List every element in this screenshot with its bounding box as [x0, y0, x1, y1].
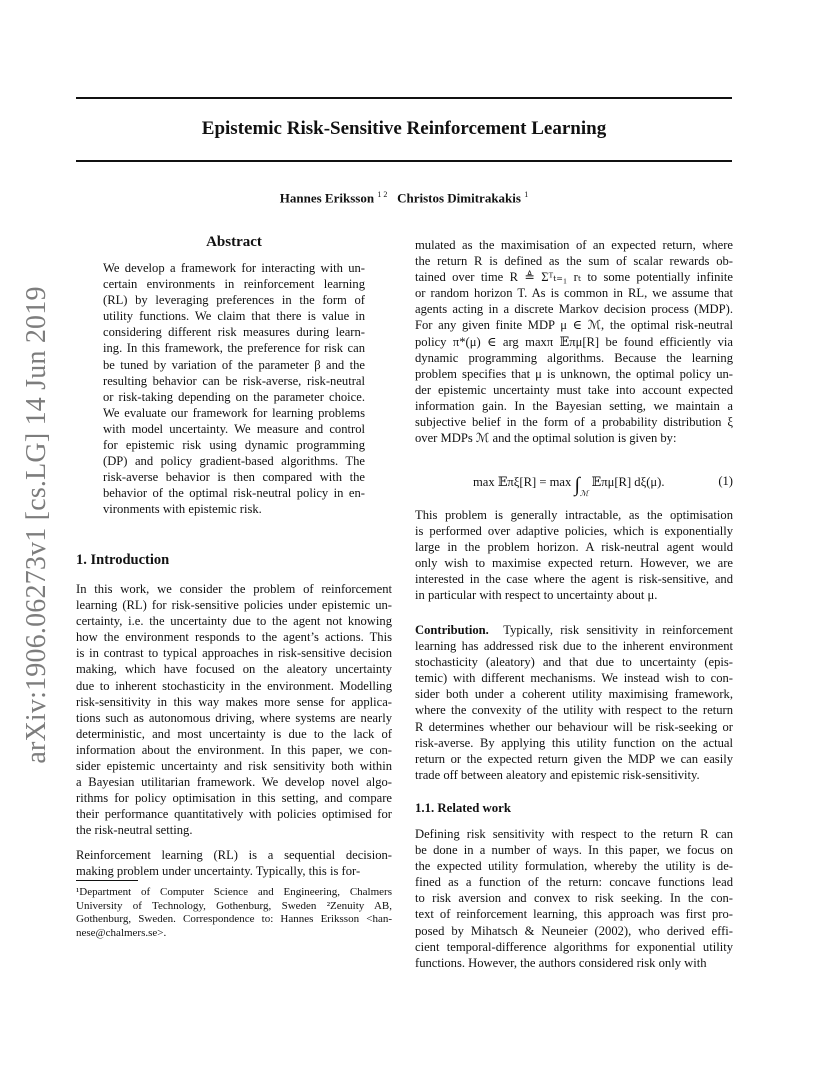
text-line: return or the expected return given the MDP we can easily	[415, 751, 733, 766]
intro-paragraph-1	[76, 581, 392, 839]
text-line: For any given finite MDP μ ∈ ℳ, the optimal risk-neutral	[415, 318, 733, 333]
text-line: We evaluate our framework for learning problems	[103, 405, 365, 420]
text-line: sider epistemic uncertainty and risk sensitivity both within	[76, 759, 392, 774]
right-paragraph-1	[415, 237, 733, 446]
text-line: making, which have focused on the aleatory uncertainty	[76, 662, 392, 677]
text-line: where the convexity of the utility with respect to the return	[415, 703, 733, 718]
equation-rhs: 𝔼πμ[R] dξ(μ).	[591, 475, 665, 489]
text-line: tained over time R ≜ Σᵀₜ₌₁ rₜ to some potentially infinite	[415, 270, 733, 285]
text-line: how the environment responds to the agent’s actions. This	[76, 630, 392, 645]
text-line: policy π*(μ) ∈ arg maxπ 𝔼πμ[R] be found efficiently via	[415, 334, 733, 349]
text-line: only wish to maximise expected return. However, we are	[415, 556, 733, 571]
text-line: tions such as autonomous driving, where systems are nearly	[76, 710, 392, 725]
text-line: subjective belief in the form of a probability distribution ξ	[415, 415, 733, 430]
text-line: vironments with epistemic risk.	[103, 502, 262, 517]
text-line: R determines whether our behaviour will be risk-seeking or	[415, 719, 733, 734]
author-list	[76, 190, 732, 206]
contribution-first-line: Contribution. Typically, risk sensitivity in reinforcement	[415, 623, 733, 637]
text-line: in particular with respect to uncertainty about μ.	[415, 588, 658, 603]
author-name: Hannes Eriksson	[279, 190, 375, 206]
text-line: the risk-neutral setting.	[76, 823, 193, 838]
text-line: large in the problem horizon. A risk-neutral agent would	[415, 540, 733, 555]
text-line: due to inherent stochasticity in the environment. Modelling	[76, 678, 392, 693]
text-line: functions. However, the authors considered risk only with	[415, 955, 707, 970]
text-line: trade off between aleatory and epistemic risk-sensitivity.	[415, 767, 700, 782]
right-paragraph-2	[415, 507, 733, 604]
text-line: the return R is defined as the sum of scalar rewards ob-	[415, 254, 733, 269]
text-line: certain environments in reinforcement learning	[103, 277, 365, 292]
text-line: their performance quantitatively with policies optimised for	[76, 807, 392, 822]
text-line: certainty, i.e. the uncertainty due to the agent not knowing	[76, 614, 392, 629]
text-line: risk-sensitivity in this way makes more sense for applica-	[76, 694, 392, 709]
text-line: ing. In this framework, the preference for risk can	[103, 341, 365, 356]
text-line: (DP) and policy gradient-based algorithms. The	[103, 454, 365, 469]
text-line: Defining risk sensitivity with respect to the return R can	[415, 827, 733, 841]
text-line: stochasticity (aleatory) and that due to uncertainty (epis-	[415, 655, 733, 670]
contribution-heading: Contribution.	[415, 623, 489, 637]
text-line: temic) with different mechanisms. We instead wish to con-	[415, 671, 733, 686]
text-line: is in contrast to typical approaches in risk-sensitive decision	[76, 646, 392, 661]
equation-lhs: max 𝔼πξ[R] = max	[473, 475, 572, 489]
text-line: resulting behavior can be risk-averse, risk-neutral	[103, 373, 365, 388]
author-name: Christos Dimitrakakis	[397, 190, 521, 206]
author-affiliation: 1	[524, 190, 529, 199]
text-line: text of reinforcement learning, this approach was first pro-	[415, 907, 733, 922]
footnote	[76, 886, 392, 940]
text-line: a Bayesian utilitarian framework. We develop novel algo-	[76, 775, 392, 790]
text-line: information gain. In the Bayesian setting, we maintain a	[415, 398, 733, 413]
text-line: over MDPs ℳ and the optimal solution is given by:	[415, 431, 677, 446]
text-line: is performed over adaptive policies, which is exponentially	[415, 524, 733, 539]
text-line: considering different risk measures during learn-	[103, 325, 365, 340]
text-line: problem specifies that μ is unknown, the optimal policy un-	[415, 366, 733, 381]
arxiv-stamp: arXiv:1906.06273v1 [cs.LG] 14 Jun 2019	[21, 286, 52, 764]
contribution-paragraph	[415, 622, 733, 783]
text-line: deterministic, and most uncertainty is due to the lack of	[76, 726, 392, 741]
text-line: rithms for policy optimisation in this setting, and compare	[76, 791, 392, 806]
contribution-body	[415, 638, 733, 783]
author-affiliation: 1 2	[377, 190, 388, 199]
text-line: utility functions. We claim that there is value in	[103, 309, 365, 324]
text-line: Gothenburg, Sweden. Correspondence to: Hannes Eriksson <han-	[76, 913, 392, 925]
text-line: der epistemic uncertainty must take into account expected	[415, 382, 733, 397]
text-line: risk-averse behavior is then compared with the	[103, 470, 365, 485]
paper-title: Epistemic Risk-Sensitive Reinforcement Learning	[201, 118, 607, 139]
text-line: University of Technology, Gothenburg, Sweden ²Zenuity AB,	[76, 899, 392, 912]
text-line: or risk-taking depending on the parameter choice.	[103, 389, 365, 404]
top-rule	[76, 97, 732, 99]
related-work-paragraph	[415, 826, 733, 971]
intro-paragraph-2	[76, 847, 392, 879]
text-line: fined as a function of the return: concave functions lead	[415, 875, 733, 890]
text-line: for epistemic risk using dynamic programming	[103, 438, 365, 453]
text-line: with model uncertainty. We measure and control	[103, 421, 365, 436]
text-line: agents acting in a discrete Markov decision process (MDP).	[415, 302, 733, 317]
text-line: to risk aversion and convex to risk seeking. In the con-	[415, 891, 733, 906]
text-line: (RL) by leveraging preferences in the form of	[103, 293, 365, 308]
text-line: In this work, we consider the problem of reinforcement	[76, 582, 392, 596]
title-rule	[76, 160, 732, 162]
text-line: We develop a framework for interacting with un-	[103, 261, 365, 275]
text-line: This problem is generally intractable, as the optimisation	[415, 508, 733, 522]
abstract-body	[103, 260, 365, 518]
text-line: learning has addressed risk due to the inherent environment	[415, 639, 733, 654]
abstract-heading: Abstract	[206, 234, 262, 250]
text-line: or random horizon T. As is common in RL, we assume that	[415, 286, 733, 301]
text-line: interested in the case where the agent is risk-sensitive, and	[415, 572, 733, 587]
text-line: sider both under a coherent utility maximising framework,	[415, 687, 733, 702]
text-line: cient temporal-difference algorithms for exponential utility	[415, 939, 733, 954]
equation-number: (1)	[718, 474, 733, 488]
text-line: information about the environment. In this paper, we con-	[76, 742, 392, 757]
text-line: be done in a number of ways. In this paper, we focus on	[415, 843, 733, 858]
text-line: learning (RL) for risk-sensitive policies under epistemic un-	[76, 598, 392, 613]
text-line: nese@chalmers.se>.	[76, 926, 167, 939]
integral-sign: ∫	[574, 474, 580, 496]
text-line: risk-averse. By applying this utility function on the actual	[415, 735, 733, 750]
text-line: the expected utility formulation, whereby the utility is de-	[415, 859, 733, 874]
text-line: dynamic programming algorithms. Because the learning	[415, 350, 733, 365]
text-line: making problem under uncertainty. Typically, this is for-	[76, 864, 361, 879]
subsection-heading-related-work: 1.1. Related work	[415, 801, 511, 815]
section-heading-introduction: 1. Introduction	[76, 552, 170, 568]
text-line: ¹Department of Computer Science and Engineering, Chalmers	[76, 886, 392, 898]
text-line: mulated as the maximisation of an expected return, where	[415, 238, 733, 252]
text-line: behavior of the optimal risk-neutral policy in en-	[103, 486, 365, 501]
footnote-rule	[76, 880, 138, 881]
text-line: be tuned by variation of the parameter β and the	[103, 357, 365, 372]
text-line: posed by Mihatsch & Neuneier (2002), who derived effi-	[415, 923, 733, 938]
text-line: Reinforcement learning (RL) is a sequential decision-	[76, 848, 392, 862]
equation-body: max 𝔼πξ[R] = $\max \int_ℳ$ 𝔼πμ[R] dξ(μ).	[473, 474, 665, 498]
